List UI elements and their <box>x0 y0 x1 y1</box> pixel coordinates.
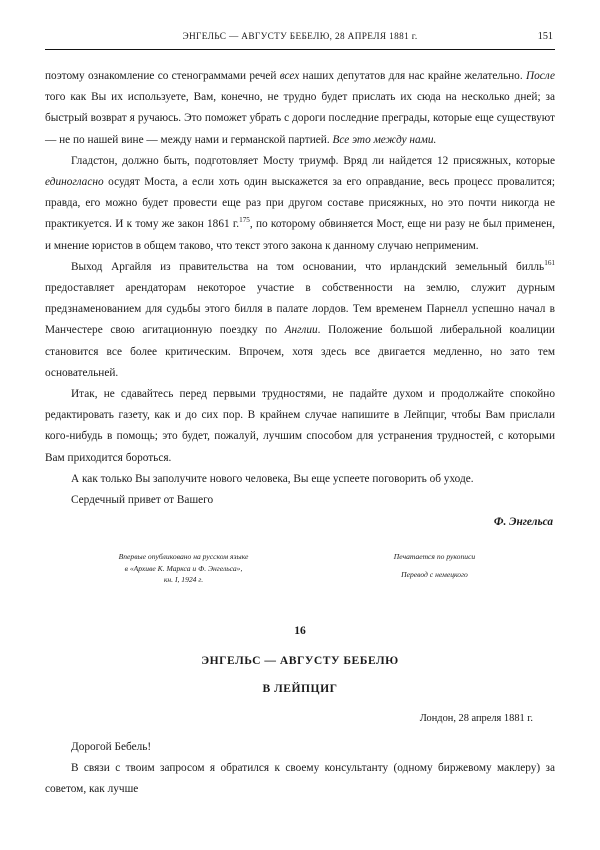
text-segment: предоставляет арендаторам некоторое участие в собственности на землю, служит дурным предзнаменованием для судьбы этого билля в палате лордов. Тем временем Парнелл успешно начал в Манчестере свою агитационную поездку по <box>45 282 555 337</box>
publication-source-line-2: в «Архиве К. Маркса и Ф. Энгельса», <box>124 563 243 573</box>
publication-note <box>45 551 555 585</box>
text-segment: Гладстон, должно быть, подготовляет Мосту триумф. Вряд ли найдется 12 присяжных, которые <box>71 154 555 167</box>
letter-salutation: Дорогой Бебель! <box>71 740 152 753</box>
publication-basis <box>300 551 555 585</box>
paragraph-new-person: А как только Вы заполучите нового человека, Вы еще успеете поговорить об уходе. <box>71 472 474 485</box>
text-segment: , по которому обвиняется Мост, еще ни разу не был применен, и мнение юристов в общем таково, что текст этого закона к данному случаю неприменим. <box>45 218 555 252</box>
emphasis-edinoglasno: единогласно <box>45 176 104 189</box>
emphasis-vsekh: всех <box>279 70 300 82</box>
publication-source <box>45 551 300 585</box>
page-content <box>45 66 555 800</box>
letter-title: ЭНГЕЛЬС — АВГУСТУ БЕБЕЛЮ <box>201 653 399 667</box>
text-segment: наших депутатов для нас крайне желательно. <box>299 70 526 82</box>
paragraph-encouragement: Итак, не сдавайтесь перед первыми трудностями, не падайте духом и продолжайте спокойно редактировать газету, как и до сих пор. В крайнем случае напишите в Лейпциг, чтобы Вам прислали кого-нибудь в помощь; это будет, пожалуй, лучшим способом для устранения трудностей, с которыми Вам приходится бороться. <box>45 388 555 464</box>
running-head-rule <box>45 30 555 50</box>
translation-line: Перевод с немецкого <box>401 569 468 579</box>
emphasis-posle: После <box>525 70 555 82</box>
printed-from-line: Печатается по рукописи <box>393 552 476 562</box>
running-head <box>45 30 555 52</box>
running-head-title: ЭНГЕЛЬС — АВГУСТУ БЕБЕЛЮ, 28 АПРЕЛЯ 1881 г. <box>182 32 418 42</box>
letter-dateline: Лондон, 28 апреля 1881 г. <box>419 712 533 724</box>
letter-paragraph-1: В связи с твоим запросом я обратился к своему консультанту (одному биржевому маклеру) за советом, как лучше <box>45 761 555 796</box>
text-segment: Выход Аргайля из правительства на том основании, что ирландский земельный билль <box>71 260 545 273</box>
paragraph-gladstone <box>45 151 555 257</box>
signature: Ф. Энгельса <box>493 516 553 529</box>
emphasis-anglii: Англии <box>284 324 318 337</box>
paragraph-continuation <box>45 66 555 151</box>
footnote-ref-161[interactable]: 161 <box>544 259 555 268</box>
text-segment: того как Вы их используете, Вам, конечно, не трудно будет прислать их сюда на несколько дней; за быстрый возврат я ручаюсь. Это поможет убрать с дороги последние преграды, которые еще существуют — не по нашей вине — между нами и германской партией. <box>45 91 555 146</box>
text-segment: . Положение большой либеральной коалиции становится все более критическим. Впрочем, хотя здесь все двигается медленно, но зато тем основательней. <box>45 324 555 379</box>
letter-destination: В ЛЕЙПЦИГ <box>262 681 338 695</box>
paragraph-closing-greeting: Сердечный привет от Вашего <box>71 494 214 507</box>
publication-source-line-1: Впервые опубликовано на русском языке <box>118 552 249 562</box>
footnote-ref-175[interactable]: 175 <box>239 216 250 225</box>
emphasis-vse-eto-mezhdu-nami: Все это между нами. <box>332 133 437 146</box>
publication-source-line-3: кн. I, 1924 г. <box>163 575 204 585</box>
paragraph-argyll <box>45 257 555 384</box>
letter-heading <box>45 622 555 698</box>
text-segment: поэтому ознакомление со стенограммами речей <box>45 70 280 82</box>
page-number: 151 <box>537 31 553 42</box>
letter-number: 16 <box>294 623 306 637</box>
text-segment: осудят Моста, а если хоть один выскажется за его оправдание, весь процесс провалится; правда, его можно будет провести еще раз при другом составе присяжных, но это почти никогда не практикуется. И к тому же закон 1861 г. <box>45 176 555 231</box>
